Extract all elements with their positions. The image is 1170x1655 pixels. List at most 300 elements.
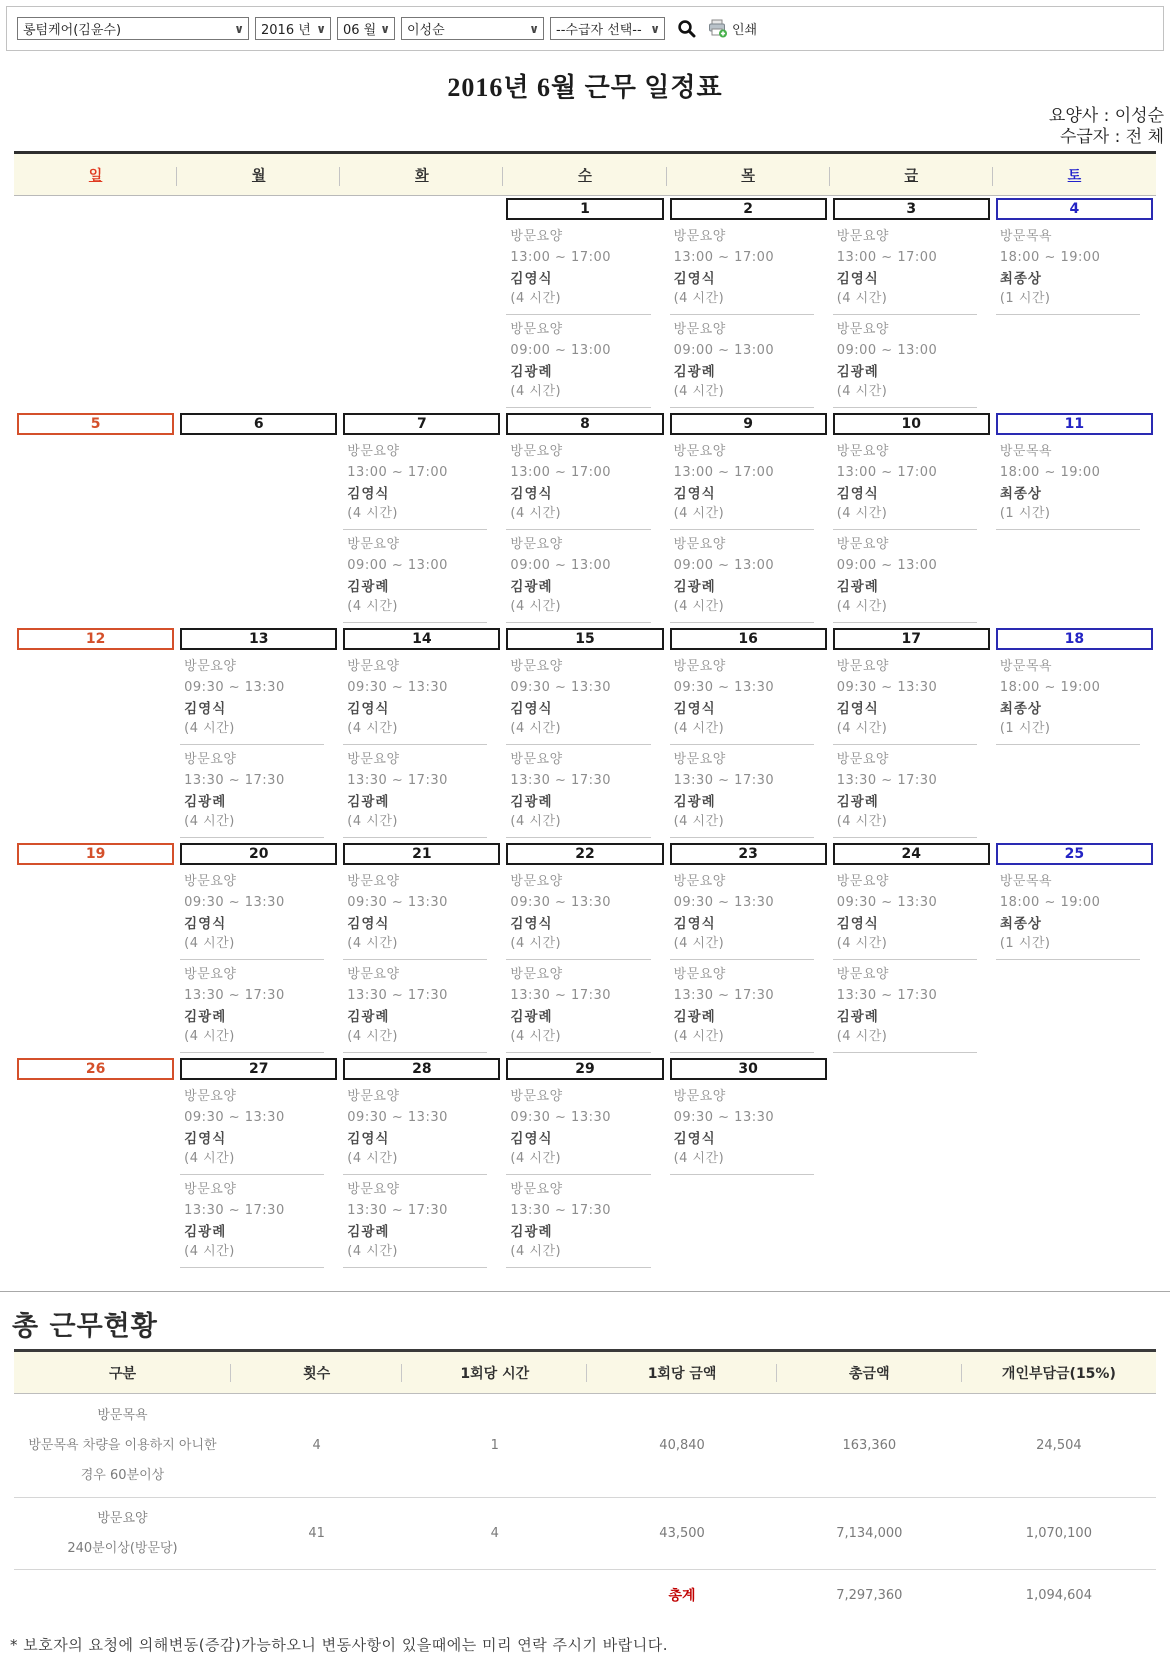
schedule-entry xyxy=(670,1085,814,1175)
category-line: 방문목욕 xyxy=(97,1407,148,1423)
entry-service-type: 방문요양 xyxy=(347,874,400,889)
entry-service-type: 방문요양 xyxy=(347,1182,400,1197)
entry-service-type: 방문요양 xyxy=(347,444,400,459)
entry-worker-name: 김영식 xyxy=(510,701,553,717)
schedule-entry xyxy=(506,440,650,530)
schedule-entry xyxy=(180,655,324,745)
entry-worker-name: 김영식 xyxy=(673,916,716,932)
calendar-day-header-row xyxy=(14,151,1156,196)
entry-duration: (4 시간) xyxy=(347,814,398,829)
schedule-entry xyxy=(670,440,814,530)
entry-worker-name: 김영식 xyxy=(184,916,227,932)
entry-worker-name: 김영식 xyxy=(510,486,553,502)
category-line: 방문목욕 차량을 이용하지 아니한 xyxy=(28,1437,217,1453)
schedule-entry xyxy=(670,225,814,315)
schedule-entry xyxy=(180,748,324,838)
entry-worker-name: 김영식 xyxy=(184,1131,227,1147)
schedule-entry xyxy=(343,533,487,623)
entry-duration: (4 시간) xyxy=(510,1029,562,1044)
day-number-box[interactable]: 22 xyxy=(506,843,663,865)
entry-time-range: 09:30 ~ 13:30 xyxy=(673,680,775,695)
entry-worker-name: 최종상 xyxy=(999,486,1042,502)
entry-duration: (4 시간) xyxy=(673,291,725,306)
entry-service-type: 방문요양 xyxy=(510,322,563,337)
entry-worker-name: 김영식 xyxy=(347,486,390,502)
day-number-box[interactable]: 11 xyxy=(996,413,1153,435)
day-header-weekday xyxy=(503,154,666,195)
day-cell xyxy=(177,841,340,1056)
entry-worker-name: 김광례 xyxy=(836,1009,879,1025)
caregiver-select[interactable] xyxy=(401,17,544,40)
entry-duration: (4 시간) xyxy=(673,384,725,399)
day-header-label: 목 xyxy=(741,167,755,184)
entry-time-range: 09:00 ~ 13:00 xyxy=(673,558,775,573)
entry-service-type: 방문요양 xyxy=(184,752,237,767)
day-cell xyxy=(503,841,666,1056)
entry-service-type: 방문목욕 xyxy=(999,444,1053,459)
summary-column-header: 구분 xyxy=(14,1352,231,1393)
caregiver-info: 요양사 : 이성순 xyxy=(1048,106,1164,126)
entry-service-type: 방문목욕 xyxy=(999,659,1053,674)
summary-cell-category xyxy=(14,1401,231,1491)
schedule-entry xyxy=(180,1178,324,1268)
entry-worker-name: 김광례 xyxy=(510,364,553,380)
entry-time-range: 09:30 ~ 13:30 xyxy=(673,895,775,910)
entry-duration: (4 시간) xyxy=(510,291,562,306)
caregiver-select-value: 이성순 xyxy=(407,23,445,38)
day-cell xyxy=(667,841,830,1056)
day-header-weekday xyxy=(340,154,503,195)
day-number-box[interactable]: 13 xyxy=(180,628,337,650)
facility-select-value: 롱텀케어(김윤수) xyxy=(23,23,122,38)
entry-time-range: 09:30 ~ 13:30 xyxy=(836,680,938,695)
summary-cell-unit-price: 43,500 xyxy=(659,1526,705,1541)
entry-worker-name: 김광례 xyxy=(347,1224,390,1240)
day-cell xyxy=(993,411,1156,626)
entry-time-range: 09:30 ~ 13:30 xyxy=(673,1110,775,1125)
entry-worker-name: 김광례 xyxy=(347,579,390,595)
day-header-label: 화 xyxy=(415,167,429,184)
schedule-entry xyxy=(180,1085,324,1175)
entry-time-range: 09:00 ~ 13:00 xyxy=(510,558,612,573)
schedule-entry xyxy=(343,1085,487,1175)
day-number-box[interactable]: 26 xyxy=(17,1058,174,1080)
day-number-box[interactable]: 30 xyxy=(670,1058,827,1080)
summary-header-row xyxy=(14,1352,1156,1394)
entry-service-type: 방문요양 xyxy=(836,444,889,459)
entry-worker-name: 김광례 xyxy=(673,579,716,595)
day-number-box[interactable]: 27 xyxy=(180,1058,337,1080)
schedule-entry xyxy=(670,533,814,623)
entry-service-type: 방문요양 xyxy=(510,1182,563,1197)
entry-duration: (4 시간) xyxy=(510,599,562,614)
entry-duration: (4 시간) xyxy=(673,721,725,736)
entry-service-type: 방문목욕 xyxy=(999,229,1053,244)
entry-time-range: 09:30 ~ 13:30 xyxy=(347,1110,448,1125)
entry-service-type: 방문요양 xyxy=(673,752,726,767)
day-number-box[interactable]: 8 xyxy=(506,413,663,435)
entry-worker-name: 김영식 xyxy=(673,701,716,717)
print-label: 인쇄 xyxy=(732,23,758,38)
entry-worker-name: 김광례 xyxy=(510,1009,553,1025)
entry-worker-name: 김영식 xyxy=(673,271,716,287)
summary-table xyxy=(14,1349,1156,1620)
day-number-box[interactable]: 3 xyxy=(833,198,990,220)
entry-worker-name: 김광례 xyxy=(836,364,879,380)
day-number-box[interactable]: 24 xyxy=(833,843,990,865)
summary-cell-total: 163,360 xyxy=(842,1438,897,1453)
entry-service-type: 방문요양 xyxy=(347,1089,400,1104)
schedule-entry xyxy=(506,1085,650,1175)
entry-time-range: 09:30 ~ 13:30 xyxy=(184,895,285,910)
entry-service-type: 방문요양 xyxy=(673,537,726,552)
entry-service-type: 방문요양 xyxy=(673,444,726,459)
summary-cell-hours: 4 xyxy=(490,1526,499,1541)
entry-worker-name: 김영식 xyxy=(836,916,879,932)
entry-time-range: 13:30 ~ 17:30 xyxy=(673,773,775,788)
chevron-down-icon: ∨ xyxy=(529,21,539,36)
day-cell xyxy=(503,411,666,626)
entry-duration: (4 시간) xyxy=(836,936,888,951)
day-number-box[interactable]: 18 xyxy=(996,628,1153,650)
schedule-entry xyxy=(670,655,814,745)
entry-worker-name: 김광례 xyxy=(184,1009,227,1025)
chevron-down-icon: ∨ xyxy=(650,21,660,36)
summary-cell-total: 7,134,000 xyxy=(836,1526,903,1541)
entry-duration: (4 시간) xyxy=(836,814,888,829)
entry-worker-name: 김영식 xyxy=(510,1131,553,1147)
entry-time-range: 09:00 ~ 13:00 xyxy=(510,343,612,358)
schedule-entry xyxy=(833,533,977,623)
entry-time-range: 09:30 ~ 13:30 xyxy=(184,680,285,695)
day-cell xyxy=(830,1056,993,1271)
day-number-box[interactable]: 17 xyxy=(833,628,990,650)
summary-column-header: 총금액 xyxy=(777,1352,962,1393)
summary-separator xyxy=(0,1291,1170,1292)
schedule-entry xyxy=(343,963,487,1053)
entry-worker-name: 김광례 xyxy=(836,579,879,595)
chevron-down-icon: ∨ xyxy=(234,21,244,36)
entry-duration: (4 시간) xyxy=(673,1029,725,1044)
entry-service-type: 방문요양 xyxy=(510,229,563,244)
day-number-box[interactable]: 21 xyxy=(343,843,500,865)
schedule-entry xyxy=(343,655,487,745)
entry-time-range: 09:30 ~ 13:30 xyxy=(347,895,448,910)
summary-cell-category xyxy=(14,1504,231,1564)
day-cell xyxy=(667,196,830,411)
schedule-entry xyxy=(996,225,1140,315)
day-cell xyxy=(340,411,503,626)
facility-select[interactable] xyxy=(17,17,249,40)
entry-worker-name: 김광례 xyxy=(836,794,879,810)
entry-worker-name: 김영식 xyxy=(673,1131,716,1147)
entry-service-type: 방문요양 xyxy=(510,1089,563,1104)
entry-time-range: 18:00 ~ 19:00 xyxy=(999,250,1101,265)
entry-duration: (4 시간) xyxy=(510,1244,562,1259)
entry-worker-name: 김영식 xyxy=(673,486,716,502)
day-number-box[interactable]: 4 xyxy=(996,198,1153,220)
day-number-box[interactable]: 2 xyxy=(670,198,827,220)
day-number-box[interactable]: 25 xyxy=(996,843,1153,865)
entry-service-type: 방문요양 xyxy=(673,229,726,244)
month-select-value: 06 월 xyxy=(343,23,377,38)
schedule-entry xyxy=(996,655,1140,745)
entry-worker-name: 김광례 xyxy=(184,1224,227,1240)
schedule-entry xyxy=(833,963,977,1053)
entry-worker-name: 김광례 xyxy=(510,794,553,810)
summary-cell-count: 41 xyxy=(308,1526,325,1541)
schedule-entry xyxy=(180,963,324,1053)
report-info xyxy=(0,106,1170,148)
entry-worker-name: 김광례 xyxy=(347,1009,390,1025)
entry-service-type: 방문요양 xyxy=(184,659,237,674)
entry-service-type: 방문요양 xyxy=(673,1089,726,1104)
entry-worker-name: 김영식 xyxy=(184,701,227,717)
entry-time-range: 18:00 ~ 19:00 xyxy=(999,895,1101,910)
schedule-entry xyxy=(506,1178,650,1268)
entry-worker-name: 김영식 xyxy=(347,701,390,717)
entry-duration: (4 시간) xyxy=(673,814,725,829)
entry-service-type: 방문요양 xyxy=(836,537,889,552)
entry-service-type: 방문요양 xyxy=(347,752,400,767)
entry-service-type: 방문요양 xyxy=(510,444,563,459)
entry-service-type: 방문요양 xyxy=(184,1089,237,1104)
entry-service-type: 방문요양 xyxy=(673,659,726,674)
day-number-box[interactable]: 23 xyxy=(670,843,827,865)
schedule-entry xyxy=(343,440,487,530)
entry-worker-name: 최종상 xyxy=(999,701,1042,717)
recipient-select[interactable] xyxy=(550,17,665,40)
entry-duration: (4 시간) xyxy=(510,814,562,829)
schedule-entry xyxy=(996,870,1140,960)
entry-service-type: 방문요양 xyxy=(836,229,889,244)
day-cell xyxy=(340,196,503,411)
schedule-entry xyxy=(506,318,650,408)
calendar xyxy=(14,151,1156,1271)
entry-duration: (4 시간) xyxy=(184,1244,235,1259)
entry-duration: (4 시간) xyxy=(184,936,235,951)
entry-worker-name: 김영식 xyxy=(836,271,879,287)
entry-worker-name: 최종상 xyxy=(999,916,1042,932)
entry-duration: (1 시간) xyxy=(999,721,1051,736)
day-number-box[interactable]: 1 xyxy=(506,198,663,220)
schedule-entry xyxy=(833,870,977,960)
day-cell xyxy=(340,626,503,841)
month-select[interactable] xyxy=(337,17,395,40)
day-header-weekday xyxy=(830,154,993,195)
day-number-box[interactable]: 29 xyxy=(506,1058,663,1080)
day-number-box[interactable]: 15 xyxy=(506,628,663,650)
entry-worker-name: 김광례 xyxy=(184,794,227,810)
entry-duration: (4 시간) xyxy=(184,1029,235,1044)
entry-service-type: 방문요양 xyxy=(184,1182,237,1197)
entry-worker-name: 김광례 xyxy=(673,794,716,810)
day-number-box[interactable]: 10 xyxy=(833,413,990,435)
day-number-box[interactable]: 6 xyxy=(180,413,337,435)
entry-time-range: 13:00 ~ 17:00 xyxy=(836,250,938,265)
category-line: 경우 60분이상 xyxy=(80,1467,165,1483)
entry-worker-name: 김영식 xyxy=(347,916,390,932)
day-cell xyxy=(177,626,340,841)
entry-duration: (4 시간) xyxy=(510,1151,562,1166)
summary-cell-copay: 24,504 xyxy=(1036,1438,1082,1453)
day-header-label: 수 xyxy=(578,167,592,184)
day-number-box[interactable]: 28 xyxy=(343,1058,500,1080)
entry-time-range: 13:00 ~ 17:00 xyxy=(510,465,612,480)
entry-duration: (4 시간) xyxy=(673,1151,725,1166)
entry-service-type: 방문요양 xyxy=(510,874,563,889)
schedule-entry xyxy=(343,748,487,838)
entry-time-range: 13:30 ~ 17:30 xyxy=(347,988,448,1003)
entry-service-type: 방문요양 xyxy=(184,874,237,889)
entry-duration: (1 시간) xyxy=(999,506,1051,521)
schedule-entry xyxy=(833,748,977,838)
entry-service-type: 방문요양 xyxy=(673,874,726,889)
entry-time-range: 09:30 ~ 13:30 xyxy=(836,895,938,910)
page-title: 2016년 6월 근무 일정표 xyxy=(447,73,723,102)
entry-worker-name: 김영식 xyxy=(510,271,553,287)
schedule-entry xyxy=(506,963,650,1053)
entry-time-range: 09:30 ~ 13:30 xyxy=(347,680,448,695)
schedule-entry xyxy=(506,870,650,960)
entry-service-type: 방문요양 xyxy=(673,967,726,982)
summary-cell-unit-price: 40,840 xyxy=(659,1438,705,1453)
day-cell xyxy=(340,1056,503,1271)
entry-time-range: 09:00 ~ 13:00 xyxy=(347,558,448,573)
year-select-value: 2016 년 xyxy=(261,23,311,38)
entry-service-type: 방문요양 xyxy=(510,752,563,767)
day-cell xyxy=(503,626,666,841)
entry-duration: (4 시간) xyxy=(836,291,888,306)
schedule-entry xyxy=(180,870,324,960)
schedule-entry xyxy=(670,870,814,960)
entry-time-range: 13:30 ~ 17:30 xyxy=(184,773,285,788)
toolbar xyxy=(6,6,1164,51)
entry-duration: (4 시간) xyxy=(347,1151,398,1166)
day-number-box[interactable]: 19 xyxy=(17,843,174,865)
day-header-weekday xyxy=(667,154,830,195)
entry-service-type: 방문목욕 xyxy=(999,874,1053,889)
summary-row xyxy=(14,1394,1156,1498)
summary-total-copay: 1,094,604 xyxy=(1025,1587,1092,1603)
day-cell xyxy=(667,411,830,626)
day-number-box[interactable]: 14 xyxy=(343,628,500,650)
recipient-select-value: --수급자 선택-- xyxy=(556,23,642,38)
day-number-box[interactable]: 9 xyxy=(670,413,827,435)
entry-time-range: 13:00 ~ 17:00 xyxy=(836,465,938,480)
entry-worker-name: 김광례 xyxy=(347,794,390,810)
entry-duration: (4 시간) xyxy=(347,506,398,521)
entry-duration: (4 시간) xyxy=(347,1029,398,1044)
search-button[interactable] xyxy=(677,19,696,38)
entry-time-range: 09:30 ~ 13:30 xyxy=(510,680,612,695)
entry-time-range: 13:30 ~ 17:30 xyxy=(836,988,938,1003)
entry-time-range: 13:30 ~ 17:30 xyxy=(347,773,448,788)
category-line: 240분이상(방문당) xyxy=(67,1540,178,1556)
summary-column-header: 1회당 금액 xyxy=(587,1352,777,1393)
entry-time-range: 18:00 ~ 19:00 xyxy=(999,680,1101,695)
entry-worker-name: 김영식 xyxy=(836,701,879,717)
day-header-label: 금 xyxy=(904,167,919,184)
day-cell xyxy=(993,196,1156,411)
entry-duration: (4 시간) xyxy=(510,384,562,399)
entry-duration: (4 시간) xyxy=(184,1151,235,1166)
day-cell xyxy=(14,841,177,1056)
print-button[interactable] xyxy=(708,19,757,38)
day-header-sun xyxy=(14,154,177,195)
day-cell xyxy=(993,1056,1156,1271)
day-cell xyxy=(830,196,993,411)
entry-time-range: 13:30 ~ 17:30 xyxy=(510,1203,612,1218)
entry-worker-name: 최종상 xyxy=(999,271,1042,287)
entry-duration: (4 시간) xyxy=(510,506,562,521)
entry-time-range: 13:30 ~ 17:30 xyxy=(184,988,285,1003)
day-number-box[interactable]: 12 xyxy=(17,628,174,650)
entry-worker-name: 김영식 xyxy=(836,486,879,502)
summary-column-header: 개인부담금(15%) xyxy=(1001,1365,1116,1382)
entry-duration: (4 시간) xyxy=(347,721,398,736)
summary-cell-copay: 1,070,100 xyxy=(1025,1526,1092,1541)
entry-duration: (4 시간) xyxy=(184,814,235,829)
entry-service-type: 방문요양 xyxy=(836,752,889,767)
entry-time-range: 09:30 ~ 13:30 xyxy=(184,1110,285,1125)
entry-worker-name: 김광례 xyxy=(673,1009,716,1025)
entry-worker-name: 김영식 xyxy=(347,1131,390,1147)
entry-time-range: 13:00 ~ 17:00 xyxy=(347,465,448,480)
day-header-sat xyxy=(993,154,1156,195)
entry-service-type: 방문요양 xyxy=(184,967,237,982)
entry-time-range: 13:00 ~ 17:00 xyxy=(673,465,775,480)
schedule-entry xyxy=(833,318,977,408)
year-select[interactable] xyxy=(255,17,331,40)
summary-section-title: 총 근무현황 xyxy=(12,1311,158,1342)
summary-row xyxy=(14,1498,1156,1570)
summary-column-header: 횟수 xyxy=(231,1352,402,1393)
entry-time-range: 09:00 ~ 13:00 xyxy=(836,558,938,573)
day-number-box[interactable]: 7 xyxy=(343,413,500,435)
day-cell xyxy=(830,841,993,1056)
day-number-box[interactable]: 20 xyxy=(180,843,337,865)
day-cell xyxy=(177,411,340,626)
schedule-entry xyxy=(833,440,977,530)
day-header-label: 일 xyxy=(88,167,103,184)
entry-service-type: 방문요양 xyxy=(510,967,563,982)
schedule-entry xyxy=(833,225,977,315)
entry-time-range: 09:00 ~ 13:00 xyxy=(673,343,775,358)
day-cell xyxy=(177,1056,340,1271)
day-cell xyxy=(830,411,993,626)
day-cell xyxy=(667,1056,830,1271)
entry-worker-name: 김영식 xyxy=(510,916,553,932)
day-cell xyxy=(830,626,993,841)
schedule-entry xyxy=(343,870,487,960)
entry-time-range: 09:30 ~ 13:30 xyxy=(510,895,612,910)
schedule-entry xyxy=(996,440,1140,530)
day-number-box[interactable]: 5 xyxy=(17,413,174,435)
entry-time-range: 13:30 ~ 17:30 xyxy=(673,988,775,1003)
schedule-entry xyxy=(670,963,814,1053)
schedule-entry xyxy=(506,533,650,623)
day-number-box[interactable]: 16 xyxy=(670,628,827,650)
day-cell xyxy=(14,1056,177,1271)
day-header-label: 월 xyxy=(251,167,266,184)
entry-service-type: 방문요양 xyxy=(673,322,726,337)
day-header-label: 토 xyxy=(1067,167,1082,184)
entry-time-range: 13:00 ~ 17:00 xyxy=(510,250,612,265)
day-cell xyxy=(667,626,830,841)
schedule-entry xyxy=(670,318,814,408)
schedule-entry xyxy=(506,225,650,315)
